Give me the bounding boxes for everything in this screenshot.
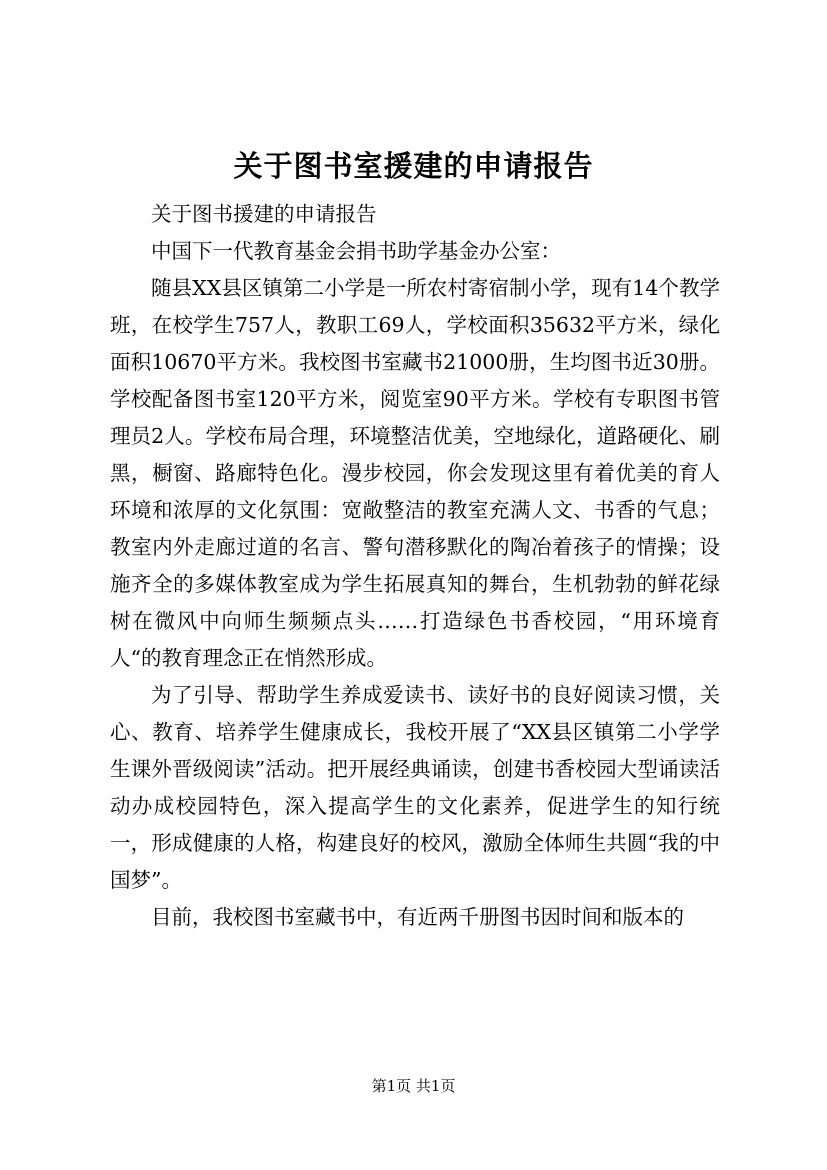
- document-body: [110, 196, 720, 936]
- paragraph-current-status: 目前，我校图书室藏书中，有近两千册图书因时间和版本的: [151, 905, 684, 929]
- paragraph-subtitle: 关于图书援建的申请报告: [151, 202, 377, 226]
- paragraph-recipient: 中国下一代教育基金会捐书助学基金办公室：: [151, 239, 561, 263]
- paragraph-school-intro: 随县XX县区镇第二小学是一所农村寄宿制小学，现有14个教学班，在校学生757人，教职工69人，学校面积35632平方米，绿化面积10670平方米。我校图书室藏书21000册，生均图书近30册。学校配备图书室120平方米，阅览室90平方米。学校有专职图书管理员2人。学校布局合理，环境整洁优美，空地绿化，道路硬化、刷黑，橱窗、路廊特色化。漫步校园，你会发现这里有着优美的育人环境和浓厚的文化氛围：宽敞整洁的教室充满人文、书香的气息；教室内外走廊过道的名言、警句潜移默化的陶冶着孩子的情操；设施齐全的多媒体教室成为学生拓展真知的舞台，生机勃勃的鲜花绿树在微风中向师生频频点头……打造绿色书香校园，“用环境育人“的教育理念正在悄然形成。: [110, 276, 720, 670]
- paragraph-reading-activity: 为了引导、帮助学生养成爱读书、读好书的良好阅读习惯，关心、教育、培养学生健康成长，我校开展了“XX县区镇第二小学学生课外晋级阅读”活动。把开展经典诵读，创建书香校园大型诵读活动办成校园特色，深入提高学生的文化素养，促进学生的知行统一，形成健康的人格，构建良好的校风，激励全体师生共圆“我的中国梦”。: [110, 683, 720, 892]
- page-number-footer: 第1页 共1页: [371, 1077, 456, 1095]
- document-title: 关于图书室援建的申请报告: [233, 149, 594, 183]
